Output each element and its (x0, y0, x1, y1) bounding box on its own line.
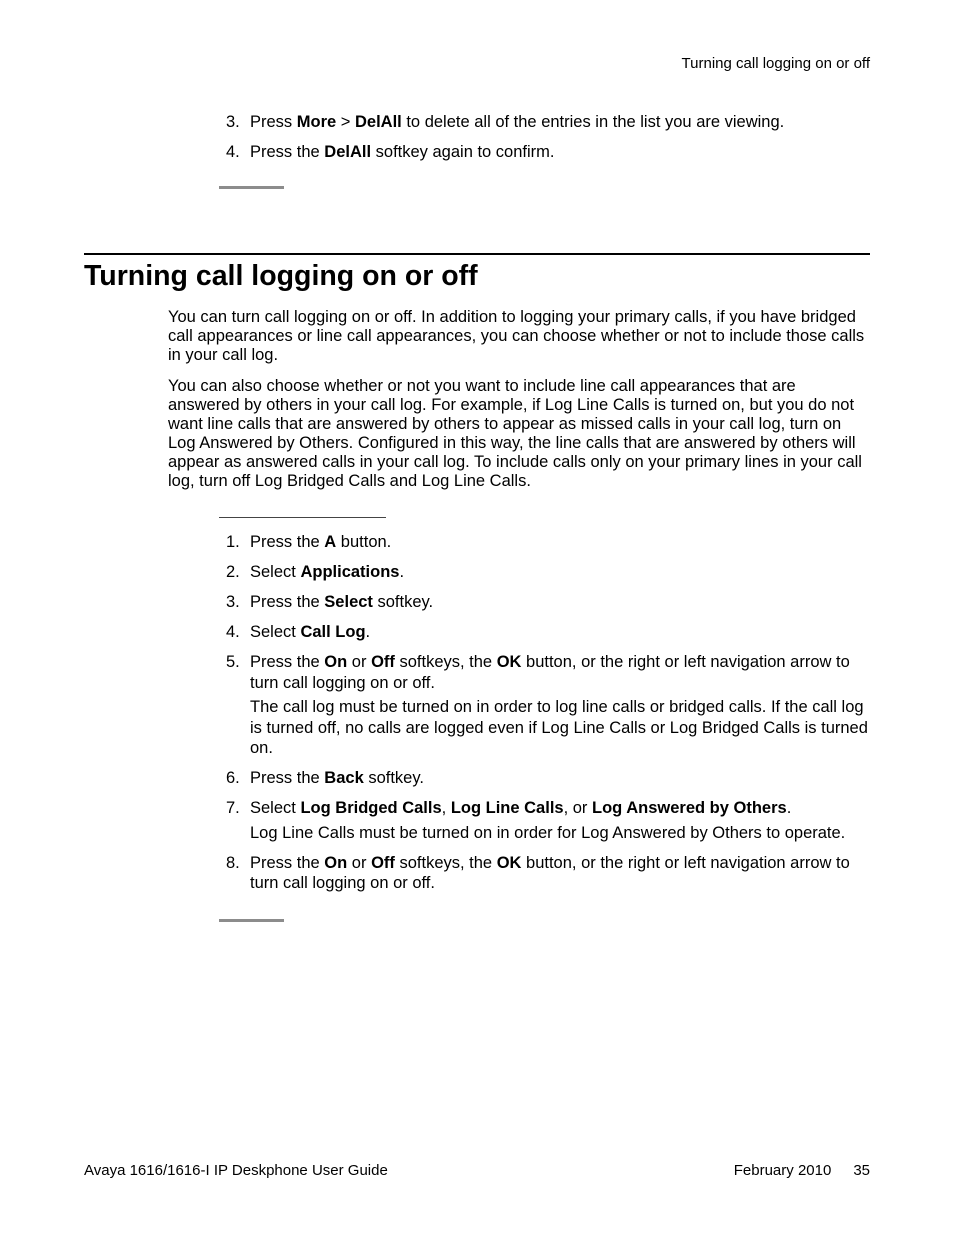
list-item (219, 768, 870, 789)
step-number: 2. (226, 563, 240, 581)
step-text: Select Call Log. (250, 623, 371, 641)
list-item (219, 622, 870, 643)
footer-document-title: Avaya 1616/1616-I IP Deskphone User Guide (84, 1162, 388, 1179)
list-item (219, 142, 870, 163)
intro-paragraph: You can turn call logging on or off. In addition to logging your primary calls, if you have bridged call appearances or line call appearances, you can choose whether or not to include those calls in your call log. (168, 308, 865, 364)
footer-date: February 2010 (733, 1162, 832, 1179)
list-item (219, 798, 870, 843)
step-number: 6. (226, 769, 240, 787)
step-number: 4. (226, 623, 240, 641)
step-text: Press the On or Off softkeys, the OK button, or the right or left navigation arrow to turn call logging on or off. (250, 853, 850, 892)
procedure-steps (219, 532, 870, 903)
step-text: Press the Select softkey. (250, 593, 434, 611)
procedure-start-rule (219, 517, 386, 518)
page-number: 35 (853, 1162, 870, 1179)
step-number: 4. (226, 143, 240, 161)
step-text: Select Log Bridged Calls, Log Line Calls, or Log Answered by Others. (250, 799, 792, 817)
step-text: Press the Back softkey. (250, 769, 424, 787)
procedure-end-rule (219, 186, 284, 189)
step-text: Press the DelAll softkey again to confirm. (250, 143, 555, 161)
list-item (219, 652, 870, 759)
step-number: 8. (226, 853, 240, 872)
step-note: Log Line Calls must be turned on in order for Log Answered by Others to operate. (250, 823, 846, 842)
step-text: Press the A button. (250, 533, 392, 551)
step-number: 5. (226, 653, 240, 671)
previous-procedure-steps (219, 112, 870, 172)
list-item (219, 112, 870, 133)
section-title: Turning call logging on or off (84, 260, 478, 292)
step-number: 3. (226, 593, 240, 611)
footer-info (734, 1162, 870, 1180)
list-item (219, 562, 870, 583)
step-text: Select Applications. (250, 563, 405, 581)
step-text: Press the On or Off softkeys, the OK button, or the right or left navigation arrow to turn call logging on or off. (250, 653, 850, 692)
list-item (219, 592, 870, 613)
step-note: The call log must be turned on in order to log line calls or bridged calls. If the call log is turned off, no calls are logged even if Log Line Calls or Log Bridged Calls is turned on. (250, 698, 868, 757)
list-item (219, 532, 870, 553)
list-item (219, 853, 870, 894)
step-number: 1. (226, 533, 240, 551)
detail-paragraph: You can also choose whether or not you want to include line call appearances that are answered by others in your call log. For example, if Log Line Calls is turned on, but you do not want line calls that are answered by others to appear as missed calls in your call log, turn on Log Answered by Others. Configured in this way, the line calls that are answered by others will appear as answered calls in your call log. To include calls only on your primary lines in your call log, turn off Log Bridged Calls and Log Line Calls. (168, 377, 862, 490)
section-divider (84, 253, 870, 255)
procedure-end-rule (219, 919, 284, 922)
step-number: 3. (226, 113, 240, 131)
step-text: Press More > DelAll to delete all of the entries in the list you are viewing. (250, 113, 785, 131)
step-number: 7. (226, 799, 240, 817)
running-header: Turning call logging on or off (681, 55, 870, 72)
